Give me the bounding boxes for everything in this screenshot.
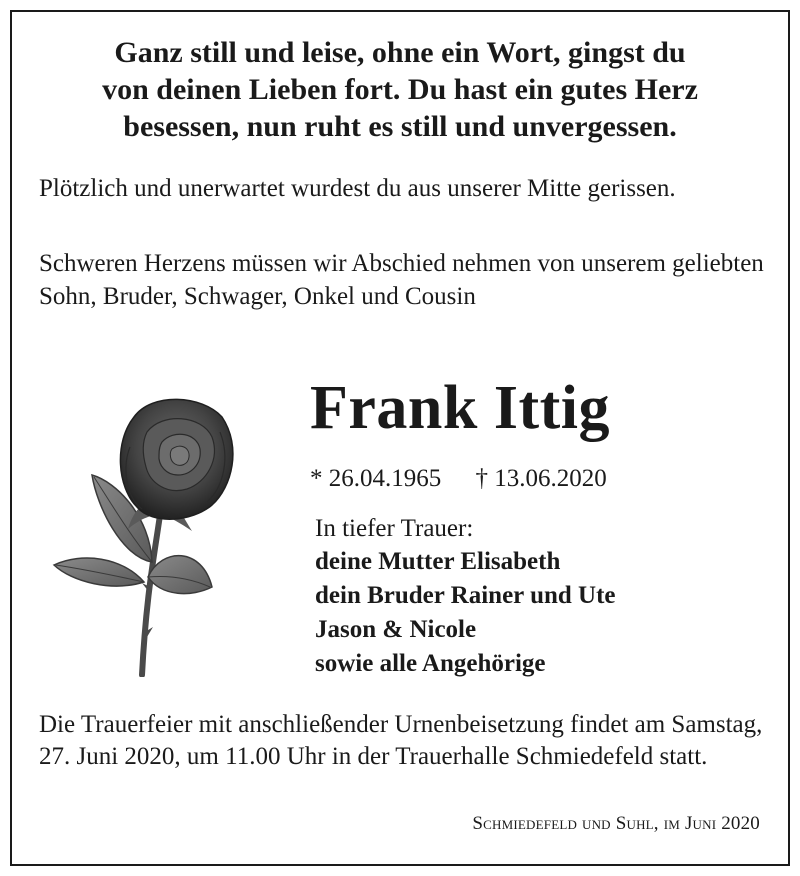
mourners-list	[315, 545, 616, 681]
verse-line: von deinen Lieben fort. Du hast ein gutes Herz	[102, 73, 698, 106]
life-dates	[310, 464, 607, 494]
mourner-item: dein Bruder Rainer und Ute	[315, 582, 616, 609]
death-date: † 13.06.2020	[475, 465, 607, 492]
obituary-frame	[10, 10, 790, 866]
mourner-item: deine Mutter Elisabeth	[315, 548, 561, 575]
funeral-details: Die Trauerfeier mit anschließender Urnenbeisetzung findet am Samstag, 27. Juni 2020, um 11.00 Uhr in der Trauerhalle Schmiedefeld statt.	[39, 711, 763, 770]
intro-paragraph-farewell: Schweren Herzens müssen wir Abschied nehmen von unserem geliebten Sohn, Bruder, Schwager, Onkel und Cousin	[39, 250, 764, 310]
mourner-item: Jason & Nicole	[315, 616, 477, 643]
rose-icon	[42, 387, 242, 677]
mourning-intro: In tiefer Trauer:	[315, 515, 474, 542]
verse-line: Ganz still und leise, ohne ein Wort, gingst du	[114, 36, 686, 69]
verse	[12, 34, 788, 145]
birth-date: * 26.04.1965	[310, 465, 442, 492]
deceased-name: Frank Ittig	[310, 374, 610, 442]
intro-paragraph-sudden: Plötzlich und unerwartet wurdest du aus unserer Mitte gerissen.	[39, 175, 676, 202]
place-and-date: Schmiedefeld und Suhl, im Juni 2020	[472, 813, 760, 834]
mourner-item: sowie alle Angehörige	[315, 650, 546, 677]
verse-line: besessen, nun ruht es still und unvergessen.	[123, 110, 677, 143]
